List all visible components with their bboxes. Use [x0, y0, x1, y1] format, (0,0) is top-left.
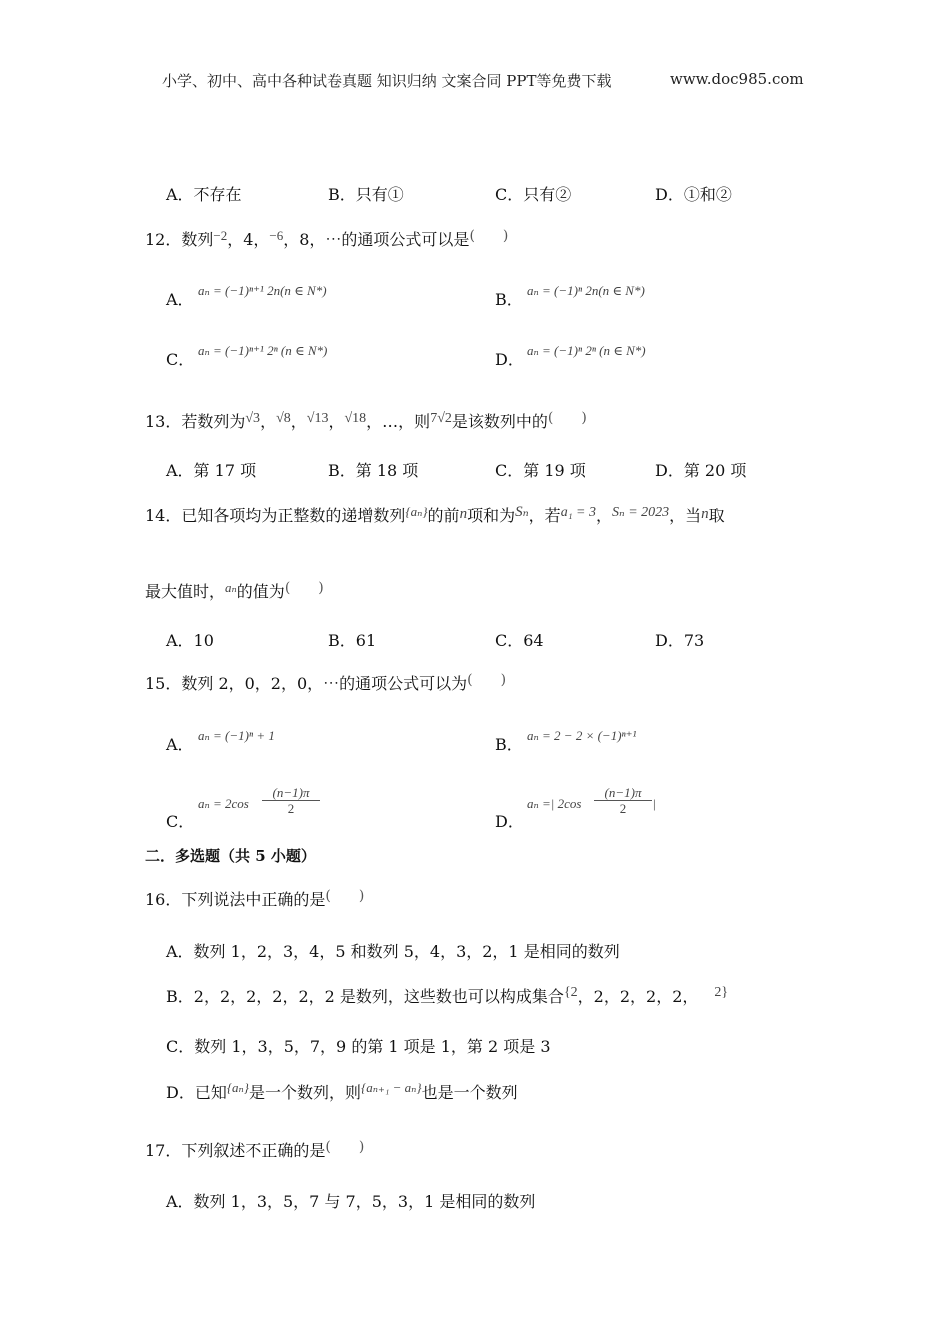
q15-formula-c: aₙ = 2cos — [198, 796, 249, 811]
q13-comma-2: ， — [290, 412, 307, 431]
q14-stem-line1 — [145, 502, 725, 526]
q14-line2-a: 最大值时， — [145, 582, 226, 601]
q14-stem-c: 项和为 — [467, 506, 516, 525]
q12-label-b: B． — [495, 290, 523, 309]
q15-formula-a: aₙ = (−1)ⁿ + 1 — [198, 728, 275, 743]
q16-d-math-2: {aₙ₊₁ − aₙ} — [361, 1080, 422, 1095]
q17-paren: ( ) — [325, 1139, 365, 1155]
q13-option-a: A．第 17 项 — [166, 461, 257, 480]
q14-stem-d: ，若 — [528, 506, 561, 525]
section-title-multiple-choice: 二．多选题（共 5 小题） — [145, 847, 316, 865]
q12-stem — [145, 226, 508, 250]
q13-stem-a: 13．若数列为 — [145, 412, 246, 431]
q14-math-1: {aₙ} — [405, 504, 428, 519]
q15-stem — [145, 670, 506, 694]
q13-comma-1: ， — [260, 412, 277, 431]
q13-math-2: √8 — [276, 411, 291, 426]
q14-paren: ( ) — [284, 580, 324, 596]
q14-stem-g: 取 — [708, 506, 725, 525]
q16-option-b — [166, 983, 728, 1007]
q12-formula-c: aₙ = (−1)ⁿ⁺¹ 2ⁿ (n ∈ N*) — [198, 343, 328, 358]
q13-comma-4: ，…，则 — [366, 412, 431, 431]
q16-paren: ( ) — [325, 888, 365, 904]
q13-paren: ( ) — [547, 410, 587, 426]
q16-d-text-c: 也是一个数列 — [421, 1083, 518, 1102]
q15-label-d: D． — [495, 812, 524, 831]
q14-math-6: n — [701, 506, 709, 522]
q17-option-a: A．数列 1，3，5，7 与 7，5，3，1 是相同的数列 — [166, 1192, 536, 1211]
q14-math-4: a₁ = 3 — [560, 505, 597, 520]
q16-option-d — [166, 1078, 518, 1103]
q15-d-fraction — [594, 785, 652, 817]
q14-math-7: aₙ — [225, 580, 237, 595]
q14-option-a: A．10 — [166, 631, 214, 650]
q13-math-4: √18 — [344, 411, 367, 426]
q13-comma-3: ， — [328, 412, 345, 431]
q13-math-5: 7√2 — [430, 411, 452, 426]
q15-label-a: A． — [166, 735, 194, 754]
q15-c-denominator: 2 — [287, 801, 295, 816]
q16-b-text: B．2，2，2，2，2，2 是数列，这些数也可以构成集合 — [166, 987, 564, 1006]
q12-stem-b: ，4， — [227, 230, 270, 249]
q12-paren: ( ) — [469, 228, 509, 244]
q14-line2-b: 的值为 — [236, 582, 285, 601]
q16-b-math-1: {2 — [563, 985, 578, 1000]
q14-stem-a: 14．已知各项均为正整数的递增数列 — [145, 506, 406, 525]
q13-stem — [145, 408, 587, 432]
q14-option-b: B．61 — [328, 631, 377, 650]
q11-option-c: C．只有② — [495, 185, 572, 204]
q14-stem-f: ，当 — [669, 506, 702, 525]
q15-c-fraction — [262, 785, 320, 817]
q15-stem-text: 15．数列 2，0，2，0，⋯的通项公式可以为 — [145, 674, 468, 693]
header-site: www.doc985.com — [670, 70, 804, 88]
q15-formula-b: aₙ = 2 − 2 × (−1)ⁿ⁺¹ — [527, 728, 637, 743]
q14-math-2: n — [459, 506, 468, 522]
q12-math-1: −2 — [213, 228, 228, 243]
q16-d-text-b: 是一个数列，则 — [249, 1083, 362, 1102]
q17-stem-text: 17．下列叙述不正确的是 — [145, 1141, 326, 1160]
q12-math-2: −6 — [269, 228, 284, 243]
q11-option-a: A．不存在 — [166, 185, 242, 204]
q15-label-b: B． — [495, 735, 523, 754]
q12-stem-a: 12．数列 — [145, 230, 214, 249]
q12-formula-b: aₙ = (−1)ⁿ 2n(n ∈ N*) — [527, 283, 645, 298]
q14-stem-e: ， — [596, 506, 613, 525]
q16-b-mid: ，2，2，2，2， — [577, 987, 699, 1006]
q13-math-1: √3 — [245, 411, 261, 426]
q15-d-abs-close: | — [653, 796, 656, 811]
q17-stem — [145, 1137, 364, 1161]
q15-c-numerator: (n−1)π — [262, 785, 320, 801]
q13-option-b: B．第 18 项 — [328, 461, 419, 480]
q12-formula-a: aₙ = (−1)ⁿ⁺¹ 2n(n ∈ N*) — [198, 283, 327, 298]
q12-label-d: D． — [495, 350, 524, 369]
q16-d-text-a: D．已知 — [166, 1083, 227, 1102]
q14-stem-line2 — [145, 578, 324, 602]
q11-option-b: B．只有① — [328, 185, 404, 204]
q13-stem-b: 是该数列中的 — [451, 412, 548, 431]
q14-option-d: D．73 — [655, 631, 705, 650]
q11-option-d: D．①和② — [655, 185, 732, 204]
q15-formula-d: aₙ =| 2cos — [527, 796, 582, 811]
q13-option-d: D．第 20 项 — [655, 461, 747, 480]
q14-math-3: Sₙ — [515, 504, 529, 520]
q13-math-3: √13 — [306, 411, 329, 426]
q13-option-c: C．第 19 项 — [495, 461, 586, 480]
q16-b-math-2: 2} — [714, 985, 729, 1000]
q16-d-math-1: {aₙ} — [226, 1080, 250, 1095]
q16-stem-text: 16．下列说法中正确的是 — [145, 890, 326, 909]
q16-stem — [145, 886, 364, 910]
q16-option-c: C．数列 1，3，5，7，9 的第 1 项是 1，第 2 项是 3 — [166, 1037, 551, 1056]
q12-formula-d: aₙ = (−1)ⁿ 2ⁿ (n ∈ N*) — [527, 343, 646, 358]
q16-option-a: A．数列 1，2，3，4，5 和数列 5，4，3，2，1 是相同的数列 — [166, 942, 620, 961]
q15-label-c: C． — [166, 812, 195, 831]
q12-stem-c: ，8，⋯的通项公式可以是 — [283, 230, 470, 249]
q15-d-numerator: (n−1)π — [594, 785, 652, 801]
q14-math-5: Sₙ = 2023 — [612, 505, 670, 520]
q15-paren: ( ) — [467, 672, 507, 688]
q14-option-c: C．64 — [495, 631, 544, 650]
q12-label-c: C． — [166, 350, 195, 369]
header-text: 小学、初中、高中各种试卷真题 知识归纳 文案合同 PPT等免费下载 — [162, 72, 612, 90]
q14-stem-b: 的前 — [427, 506, 460, 525]
q12-label-a: A． — [166, 290, 194, 309]
q15-d-denominator: 2 — [619, 801, 627, 816]
